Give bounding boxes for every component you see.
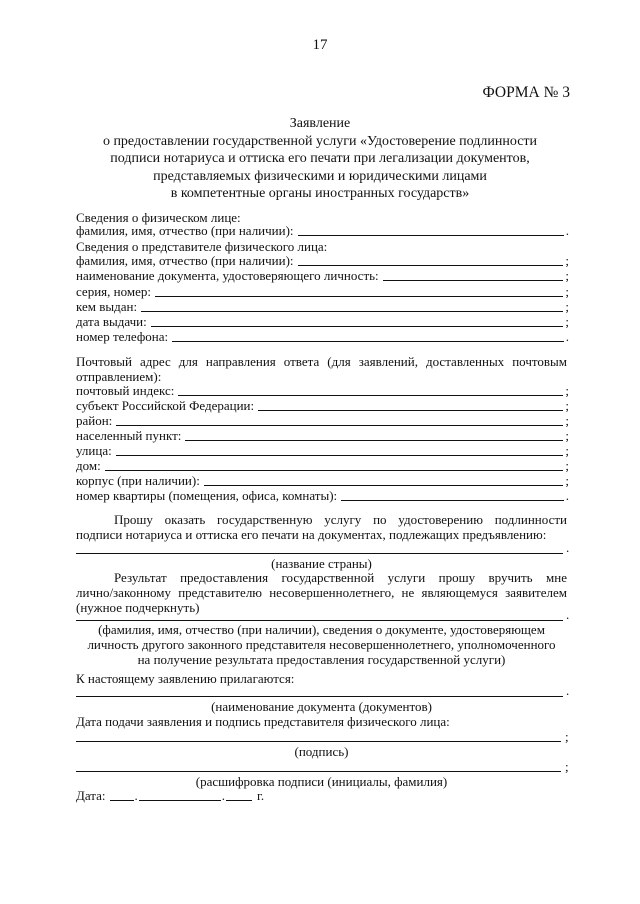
rep-full-name-field[interactable] [298, 265, 564, 266]
issued-by-label: кем выдан: [76, 299, 138, 314]
request-line-2: подписи нотариуса и оттиска его печати на документах, подлежащих предъявлению: [76, 527, 547, 542]
locality-label: населенный пункт: [76, 428, 182, 443]
subject-field[interactable] [258, 410, 563, 411]
phone-period: . [565, 329, 569, 344]
phone-row[interactable] [76, 330, 569, 345]
date-month-field[interactable] [139, 800, 221, 801]
postal-index-field[interactable] [178, 395, 563, 396]
attachments-field[interactable] [76, 696, 563, 697]
applicant-section-label: Сведения о физическом лице: [76, 210, 241, 225]
rep-caption-line-3: на получение результата предоставления государственной услуги) [137, 652, 506, 667]
issue-date-field[interactable] [151, 326, 564, 327]
result-line-1: Результат предоставления государственной услуги прошу вручить мне [114, 570, 567, 585]
apartment-row[interactable] [76, 489, 569, 504]
house-label: дом: [76, 458, 101, 473]
apartment-period: . [565, 488, 569, 503]
date-year-field[interactable] [226, 800, 252, 801]
signature-field[interactable] [76, 741, 561, 742]
phone-field[interactable] [172, 341, 564, 342]
issue-date-label: дата выдачи: [76, 314, 147, 329]
postal-index-row[interactable] [76, 384, 569, 399]
issued-by-field[interactable] [141, 311, 563, 312]
house-row[interactable] [76, 459, 569, 474]
id-document-label: наименование документа, удостоверяющего личность: [76, 268, 379, 283]
date-separator-1: . [134, 788, 138, 803]
signature-date-label: Дата подачи заявления и подпись представителя физического лица: [76, 714, 450, 729]
date-separator-2: . [221, 788, 226, 803]
locality-semicolon: ; [565, 428, 569, 443]
result-paragraph [76, 570, 567, 615]
signature-decoding-semicolon: ; [565, 759, 569, 774]
title-line-2: подписи нотариуса и оттиска его печати при легализации документов, [110, 151, 530, 167]
issue-date-semicolon: ; [565, 314, 569, 329]
district-label: район: [76, 413, 113, 428]
attachments-caption: (наименование документа (документов) [211, 699, 432, 714]
rep-full-name-row[interactable] [76, 254, 569, 269]
country-period: . [566, 540, 570, 555]
postal-index-semicolon: ; [565, 383, 569, 398]
rep-full-name-label: фамилия, имя, отчество (при наличии): [76, 253, 294, 268]
country-caption: (название страны) [271, 556, 372, 571]
postal-intro [76, 354, 567, 384]
phone-label: номер телефона: [76, 329, 169, 344]
request-paragraph [76, 512, 567, 542]
series-number-semicolon: ; [565, 284, 569, 299]
representative-section-label: Сведения о представителе физического лица: [76, 239, 328, 254]
date-year-suffix: г. [257, 788, 265, 803]
form-number: ФОРМА № 3 [482, 84, 570, 101]
signature-caption: (подпись) [294, 744, 349, 759]
representative-details-period: . [566, 607, 570, 622]
postal-intro-line-2: отправлением): [76, 369, 162, 384]
date-day-field[interactable] [110, 800, 134, 801]
rep-full-name-semicolon: ; [565, 253, 569, 268]
id-document-row[interactable] [76, 269, 569, 284]
issue-date-row[interactable] [76, 315, 569, 330]
title-line-4: в компетентные органы иностранных государств» [170, 186, 470, 202]
attachments-period: . [566, 683, 570, 698]
country-field[interactable] [76, 553, 563, 554]
street-semicolon: ; [565, 443, 569, 458]
id-document-semicolon: ; [565, 268, 569, 283]
house-semicolon: ; [565, 458, 569, 473]
date-label: Дата: [76, 788, 106, 803]
subject-semicolon: ; [565, 398, 569, 413]
applicant-full-name-period: . [565, 223, 569, 238]
street-label: улица: [76, 443, 112, 458]
postal-intro-line-1: Почтовый адрес для направления ответа (для заявлений, доставленных почтовым [76, 354, 567, 369]
signature-decoding-field[interactable] [76, 771, 561, 772]
street-field[interactable] [116, 455, 564, 456]
representative-caption [76, 622, 567, 667]
locality-field[interactable] [185, 440, 563, 441]
street-row[interactable] [76, 444, 569, 459]
applicant-full-name-label: фамилия, имя, отчество (при наличии): [76, 223, 294, 238]
page-number: 17 [312, 37, 328, 53]
apartment-field[interactable] [341, 500, 564, 501]
series-number-field[interactable] [155, 296, 563, 297]
date-row [76, 789, 264, 804]
signature-decoding-caption: (расшифровка подписи (инициалы, фамилия) [195, 774, 448, 789]
building-row[interactable] [76, 474, 569, 489]
attachments-label: К настоящему заявлению прилагаются: [76, 671, 295, 686]
issued-by-row[interactable] [76, 300, 569, 315]
building-label: корпус (при наличии): [76, 473, 200, 488]
signature-semicolon: ; [565, 729, 569, 744]
subject-row[interactable] [76, 399, 569, 414]
house-field[interactable] [105, 470, 564, 471]
title-line-3: представляемых физическими и юридическими лицами [153, 168, 487, 184]
title-heading: Заявление [289, 116, 351, 131]
district-semicolon: ; [565, 413, 569, 428]
id-document-field[interactable] [383, 280, 564, 281]
result-line-3: (нужное подчеркнуть) [76, 600, 200, 615]
issued-by-semicolon: ; [565, 299, 569, 314]
request-line-1: Прошу оказать государственную услугу по удостоверению подлинности [114, 512, 567, 527]
district-row[interactable] [76, 414, 569, 429]
representative-details-field[interactable] [76, 620, 563, 621]
rep-caption-line-1: (фамилия, имя, отчество (при наличии), сведения о документе, удостоверяющем [98, 622, 545, 637]
applicant-full-name-row[interactable] [76, 224, 569, 239]
building-field[interactable] [204, 485, 564, 486]
apartment-label: номер квартиры (помещения, офиса, комнаты): [76, 488, 338, 503]
series-number-label: серия, номер: [76, 284, 151, 299]
postal-index-label: почтовый индекс: [76, 383, 175, 398]
applicant-full-name-field[interactable] [298, 235, 564, 236]
building-semicolon: ; [565, 473, 569, 488]
document-title [60, 115, 580, 203]
result-line-2: лично/законному представителю несовершеннолетнего, не являющемуся заявителем [76, 585, 567, 600]
rep-caption-line-2: личность другого законного представителя несовершеннолетнего, уполномоченного [87, 637, 556, 652]
locality-row[interactable] [76, 429, 569, 444]
series-number-row[interactable] [76, 285, 569, 300]
subject-label: субъект Российской Федерации: [76, 398, 255, 413]
district-field[interactable] [116, 425, 563, 426]
title-line-1: о предоставлении государственной услуги «Удостоверение подлинности [102, 133, 538, 149]
